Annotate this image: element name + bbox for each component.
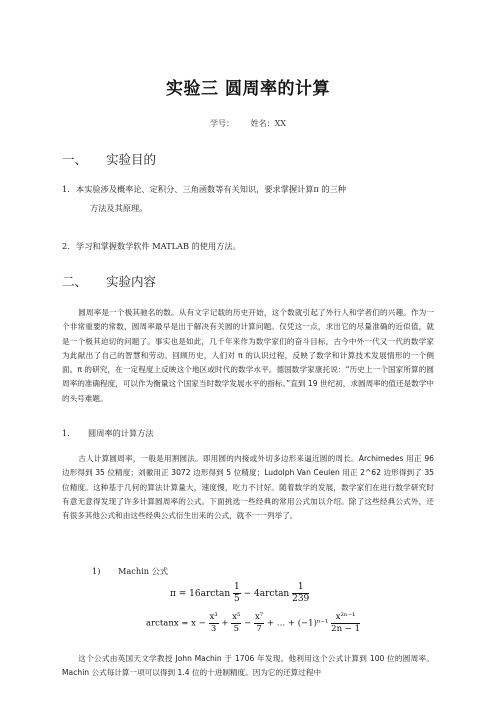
student-id-label: 学号： [210,119,235,128]
formula2-term-2 [231,613,241,633]
methods-paragraph-text: 古人计算圆周率，一般是用割圆法。即用圆的内接或外切多边形来逼近圆的周长。Archimedes 用正 96 边形得到 35 位精度；刘徽用正 3072 边形得到 5 位精度；Ludolph Van Ceulen 用正 2^62 边形得到了 35 位精度。这种基于几何的算法计算量大，速度慢，吃力不讨好。随着数学的发展，数学家们在进行数学研究时有意无意得发现了许多计算圆周率的公式。下面挑选一些经典的常用公式加以介绍。除了这些经典公式外，还有很多其他公式和由这些经典公式衍生出来的公式，就不一一列举了。 [62,454,434,521]
objective-text-line2: 方法及其原理。 [90,203,148,213]
formula1-lhs: π = 16arctan [170,589,231,599]
intro-paragraph [62,306,434,406]
fraction-denominator: 7 [256,623,262,634]
section-heading-objectives [62,150,156,168]
student-name-label: 姓名：XX [250,119,286,128]
fraction-numerator: x⁷ [254,612,264,622]
formula2-tail: + … + (−1)ⁿ⁻¹ [266,618,329,629]
fraction-numerator: 1 [292,583,309,594]
objective-text-line1: 学习和掌握数学软件 MATLAB 的使用方法。 [76,241,241,251]
formula1-fraction-1 [233,583,241,604]
fraction-denominator: 3 [210,623,217,634]
intro-paragraph-text: 圆周率是一个极其驰名的数。从有文字记载的历史开始，这个数就引起了外行人和学者们的兴趣。作为一个非常重要的常数，圆周率最早是出于解决有关圆的计算问题。仅凭这一点，求出它的尽量准确的近似值，就是一个极其迫切的问题了。事实也是如此，几千年来作为数学家们的奋斗目标，古今中外一代又一代的数学家为此献出了自己的智慧和劳动。回顾历史，人们对 π 的认识过程，反映了数学和计算技术发展情形的一个侧面。π 的研究，在一定程度上反映这个地区或时代的数学水平。德国数学家康托说：“历史上一个国家所算的圆周率的准确程度，可以作为衡量这个国家当时数学发展水平的指标。”直到 19 世纪初，求圆周率的值还是数学中的头号难题。 [62,308,434,403]
formula-item-number: 1) [92,566,101,576]
objective-text-line1: 本实验涉及概率论、定积分、三角函数等有关知识，要求掌握计算π 的三种 [76,184,346,194]
objective-item-2 [62,237,442,256]
formula2-lhs: arctanx = x − [146,618,206,629]
document-title: 实验三 圆周率的计算 [166,79,330,99]
fraction-denominator: 2n − 1 [331,623,360,634]
fraction-denominator: 5 [234,594,240,604]
formula-item-heading [92,566,168,577]
fraction-denominator: 5 [233,623,240,634]
formula-item-name: Machin 公式 [118,566,168,576]
objective-number: 2. [62,241,70,251]
methods-paragraph [62,452,434,523]
subsection-heading [62,428,154,439]
fraction-numerator: 1 [234,582,240,592]
formula1-fraction-2 [292,583,309,604]
section-number: 一、 [62,152,88,167]
machin-formula [170,583,309,604]
closing-paragraph-text: 这个公式由英国天文学教授 John Machin 于 1706 年发现。他利用这个公式计算到 100 位的圆周率。Machin 公式每计算一项可以得到 1.4 位的十进制精度。因为它的还算过程中 [62,654,434,678]
formula1-mid: − 4arctan [243,589,290,599]
section-heading-content [62,272,156,290]
fraction-numerator: x³ [209,612,218,622]
student-meta [0,118,496,129]
section-title: 实验内容 [106,274,157,289]
fraction-numerator: x⁵ [232,612,241,622]
formula2-term-n [331,613,360,633]
objective-number: 1. [62,184,70,194]
fraction-denominator: 239 [292,594,310,604]
fraction-numerator: x²ⁿ⁻¹ [331,613,360,624]
formula2-term-1 [209,613,219,633]
subsection-number: 1. [62,428,70,438]
closing-paragraph [62,652,434,681]
formula2-term-3 [254,613,264,633]
minus-sign: − [244,618,252,629]
subsection-title: 圆周率的计算方法 [88,428,154,438]
objective-item-1 [62,180,442,218]
arctan-series-formula [146,613,360,633]
section-title: 实验目的 [106,152,157,167]
plus-sign: + [221,618,229,629]
section-number: 二、 [62,274,88,289]
